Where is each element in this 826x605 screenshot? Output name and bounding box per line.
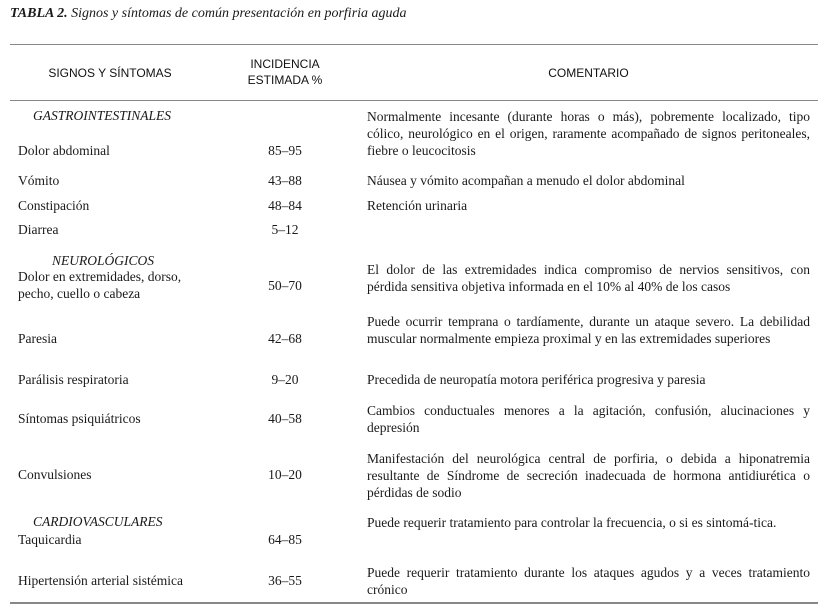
row-sign: Parálisis respiratoria	[18, 372, 129, 387]
row-sign: Dolor en extremidades, dorso,	[18, 269, 182, 284]
header-rule	[10, 100, 818, 101]
row-comment: Manifestación del neurológica central de porfiria, o debida a hiponatremia resultante de Síndrome de secreción inadecuada de hormona antidiurética o pérdidas de sodio	[367, 451, 810, 500]
row-incidence: 5–12	[271, 222, 299, 237]
category-gastro: GASTROINTESTINALES	[33, 108, 172, 123]
row-sign: Taquicardia	[18, 532, 82, 547]
row-incidence: 36–55	[268, 573, 302, 588]
row-sign: Diarrea	[18, 222, 59, 237]
row-incidence: 85–95	[268, 143, 302, 158]
row-incidence: 42–68	[268, 331, 302, 346]
row-sign: Vómito	[18, 173, 60, 188]
row-comment: Puede ocurrir temprana o tardíamente, durante un ataque severo. La debilidad muscular normalmente empieza proximal y en las extremidades superiores	[367, 314, 810, 346]
row-incidence: 40–58	[268, 411, 302, 426]
header-comment: COMENTARIO	[548, 66, 629, 80]
row-sign: Hipertensión arterial sistémica	[18, 573, 183, 588]
row-sign: Paresia	[18, 331, 57, 346]
header-incidence-1: INCIDENCIA	[250, 57, 320, 71]
row-incidence: 10–20	[268, 467, 302, 482]
row-comment: Retención urinaria	[367, 198, 468, 213]
row-comment: El dolor de las extremidades indica compromiso de nervios sensitivos, con pérdida sensitiva objetiva informada en el 10% al 40% de los casos	[367, 262, 810, 294]
row-comment: Precedida de neuropatía motora periférica progresiva y paresia	[367, 372, 706, 387]
row-sign: Síntomas psiquiátricos	[18, 411, 141, 426]
row-incidence: 50–70	[268, 278, 302, 293]
header-incidence-2: ESTIMADA %	[247, 73, 323, 87]
row-incidence: 64–85	[268, 532, 302, 547]
row-incidence: 43–88	[268, 173, 302, 188]
category-cardio: CARDIOVASCULARES	[33, 514, 163, 529]
row-comment: Puede requerir tratamiento para controlar la frecuencia, o si es sintomá-tica.	[367, 515, 777, 530]
caption-text: Signos y síntomas de común presentación en porfiria aguda	[71, 6, 407, 21]
row-sign: Constipación	[18, 198, 90, 213]
row-incidence: 9–20	[271, 372, 299, 387]
top-rule	[10, 44, 818, 45]
row-comment: Normalmente incesante (durante horas o más), pobremente localizado, tipo cólico, neurológico en el origen, raramente acompañado de signos peritoneales, fiebre o leucocitosis	[367, 109, 810, 158]
header-signs: SIGNOS Y SÍNTOMAS	[48, 66, 172, 80]
bottom-rule	[10, 602, 818, 604]
row-comment: Puede requerir tratamiento durante los ataques agudos y a veces tratamiento crónico	[367, 565, 810, 597]
row-sign-continued: pecho, cuello o cabeza	[18, 286, 141, 301]
row-comment: Náusea y vómito acompañan a menudo el dolor abdominal	[367, 173, 685, 188]
row-sign: Convulsiones	[18, 467, 92, 482]
table-caption	[10, 5, 407, 22]
row-incidence: 48–84	[268, 198, 302, 213]
caption-label: TABLA 2.	[10, 6, 68, 21]
row-sign: Dolor abdominal	[18, 143, 110, 158]
category-neuro: NEUROLÓGICOS	[52, 253, 155, 268]
row-comment: Cambios conductuales menores a la agitación, confusión, alucinaciones y depresión	[367, 403, 810, 435]
